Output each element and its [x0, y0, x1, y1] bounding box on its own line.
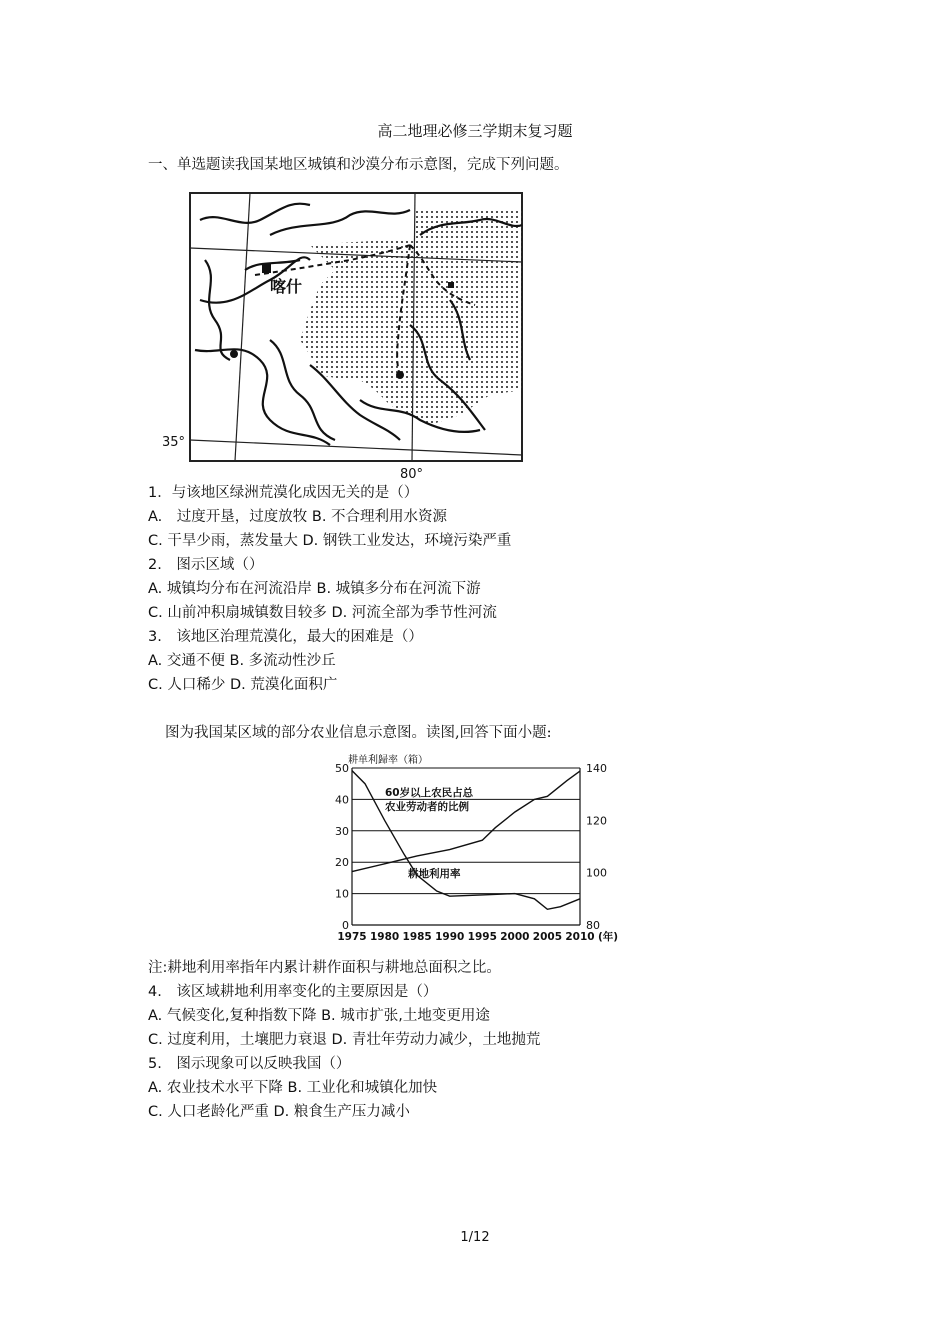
chart-left-tick-label: 30 — [335, 824, 349, 838]
desert-map-figure — [160, 190, 530, 480]
chart-left-tick-label: 20 — [335, 856, 349, 870]
chart-left-tick-label: 10 — [335, 887, 349, 901]
chart-y-axis-label: 耕单利歸率（箱） — [348, 755, 428, 766]
question-2-options-ab: A. 城镇均分布在河流沿岸 B. 城镇多分布在河流下游 — [148, 581, 481, 597]
question-4-stem: 4. 该区域耕地利用率变化的主要原因是（） — [148, 984, 438, 1000]
chart-left-tick-label: 40 — [335, 793, 349, 807]
chart-x-tick-label: 1995 — [467, 931, 497, 943]
series-label-elderly-line1: 60岁以上农民占总 — [385, 787, 474, 799]
desert-map — [160, 190, 530, 480]
town-marker — [448, 282, 454, 288]
chart-right-tick-label: 100 — [586, 866, 607, 880]
question-1-options-ab: A. 过度开垦，过度放牧 B. 不合理利用水资源 — [148, 509, 448, 525]
agriculture-line-chart — [328, 752, 628, 950]
section-intro-2: 图为我国某区域的部分农业信息示意图。读图,回答下面小题: — [165, 725, 552, 741]
section-intro: 一、单选题读我国某地区城镇和沙漠分布示意图，完成下列问题。 — [148, 157, 569, 173]
chart-right-tick-label: 120 — [586, 814, 607, 828]
question-5-options-cd: C. 人口老龄化严重 D. 粮食生产压力减小 — [148, 1104, 410, 1120]
question-5-options-ab: A. 农业技术水平下降 B. 工业化和城镇化加快 — [148, 1080, 438, 1096]
town-marker — [230, 350, 238, 358]
chart-left-tick-label: 50 — [335, 762, 349, 775]
question-2-options-cd: C. 山前冲积扇城镇数目较多 D. 河流全部为季节性河流 — [148, 605, 497, 621]
chart-note: 注:耕地利用率指年内累计耕作面积与耕地总面积之比。 — [148, 960, 501, 976]
chart-x-tick-label: 1975 — [337, 931, 367, 943]
chart-x-unit-label: (年) — [598, 931, 619, 943]
series-label-elderly-line2: 农业劳动者的比例 — [385, 801, 469, 813]
chart-x-tick-label: 2010 — [565, 931, 595, 943]
question-1-options-cd: C. 干旱少雨，蒸发量大 D. 钢铁工业发达，环境污染严重 — [148, 533, 512, 549]
question-3-stem: 3. 该地区治理荒漠化，最大的困难是（） — [148, 629, 423, 645]
chart-x-tick-label: 2005 — [532, 931, 563, 943]
question-3-options-ab: A. 交通不便 B. 多流动性沙丘 — [148, 653, 336, 669]
agriculture-chart-figure — [328, 752, 628, 950]
town-marker — [396, 371, 404, 379]
city-label-kashgar: 喀什 — [270, 277, 303, 296]
chart-x-tick-label: 2000 — [500, 931, 530, 943]
question-1-stem: 1．与该地区绿洲荒漠化成因无关的是（） — [148, 485, 419, 501]
question-2-stem: 2. 图示区域（） — [148, 557, 264, 573]
document-title: 高二地理必修三学期末复习题 — [377, 122, 573, 140]
chart-right-tick-label: 80 — [586, 919, 600, 932]
question-5-stem: 5. 图示现象可以反映我国（） — [148, 1056, 351, 1072]
chart-right-tick-label: 140 — [586, 762, 607, 775]
longitude-label: 80° — [400, 467, 424, 480]
page-number: 1/12 — [460, 1230, 490, 1245]
chart-x-tick-label: 1985 — [402, 931, 432, 943]
chart-left-tick-label: 0 — [342, 919, 349, 932]
latitude-label: 35° — [162, 435, 186, 450]
chart-x-tick-label: 1980 — [369, 931, 400, 943]
question-4-options-ab: A. 气候变化,复种指数下降 B. 城市扩张,土地变更用途 — [148, 1008, 490, 1024]
series-label-land-use: 耕地利用率 — [408, 868, 461, 880]
question-3-options-cd: C. 人口稀少 D. 荒漠化面积广 — [148, 677, 338, 693]
chart-x-tick-label: 1990 — [435, 931, 465, 943]
question-4-options-cd: C. 过度利用，土壤肥力衰退 D. 青壮年劳动力减少，土地抛荒 — [148, 1032, 541, 1048]
city-marker — [262, 264, 271, 273]
